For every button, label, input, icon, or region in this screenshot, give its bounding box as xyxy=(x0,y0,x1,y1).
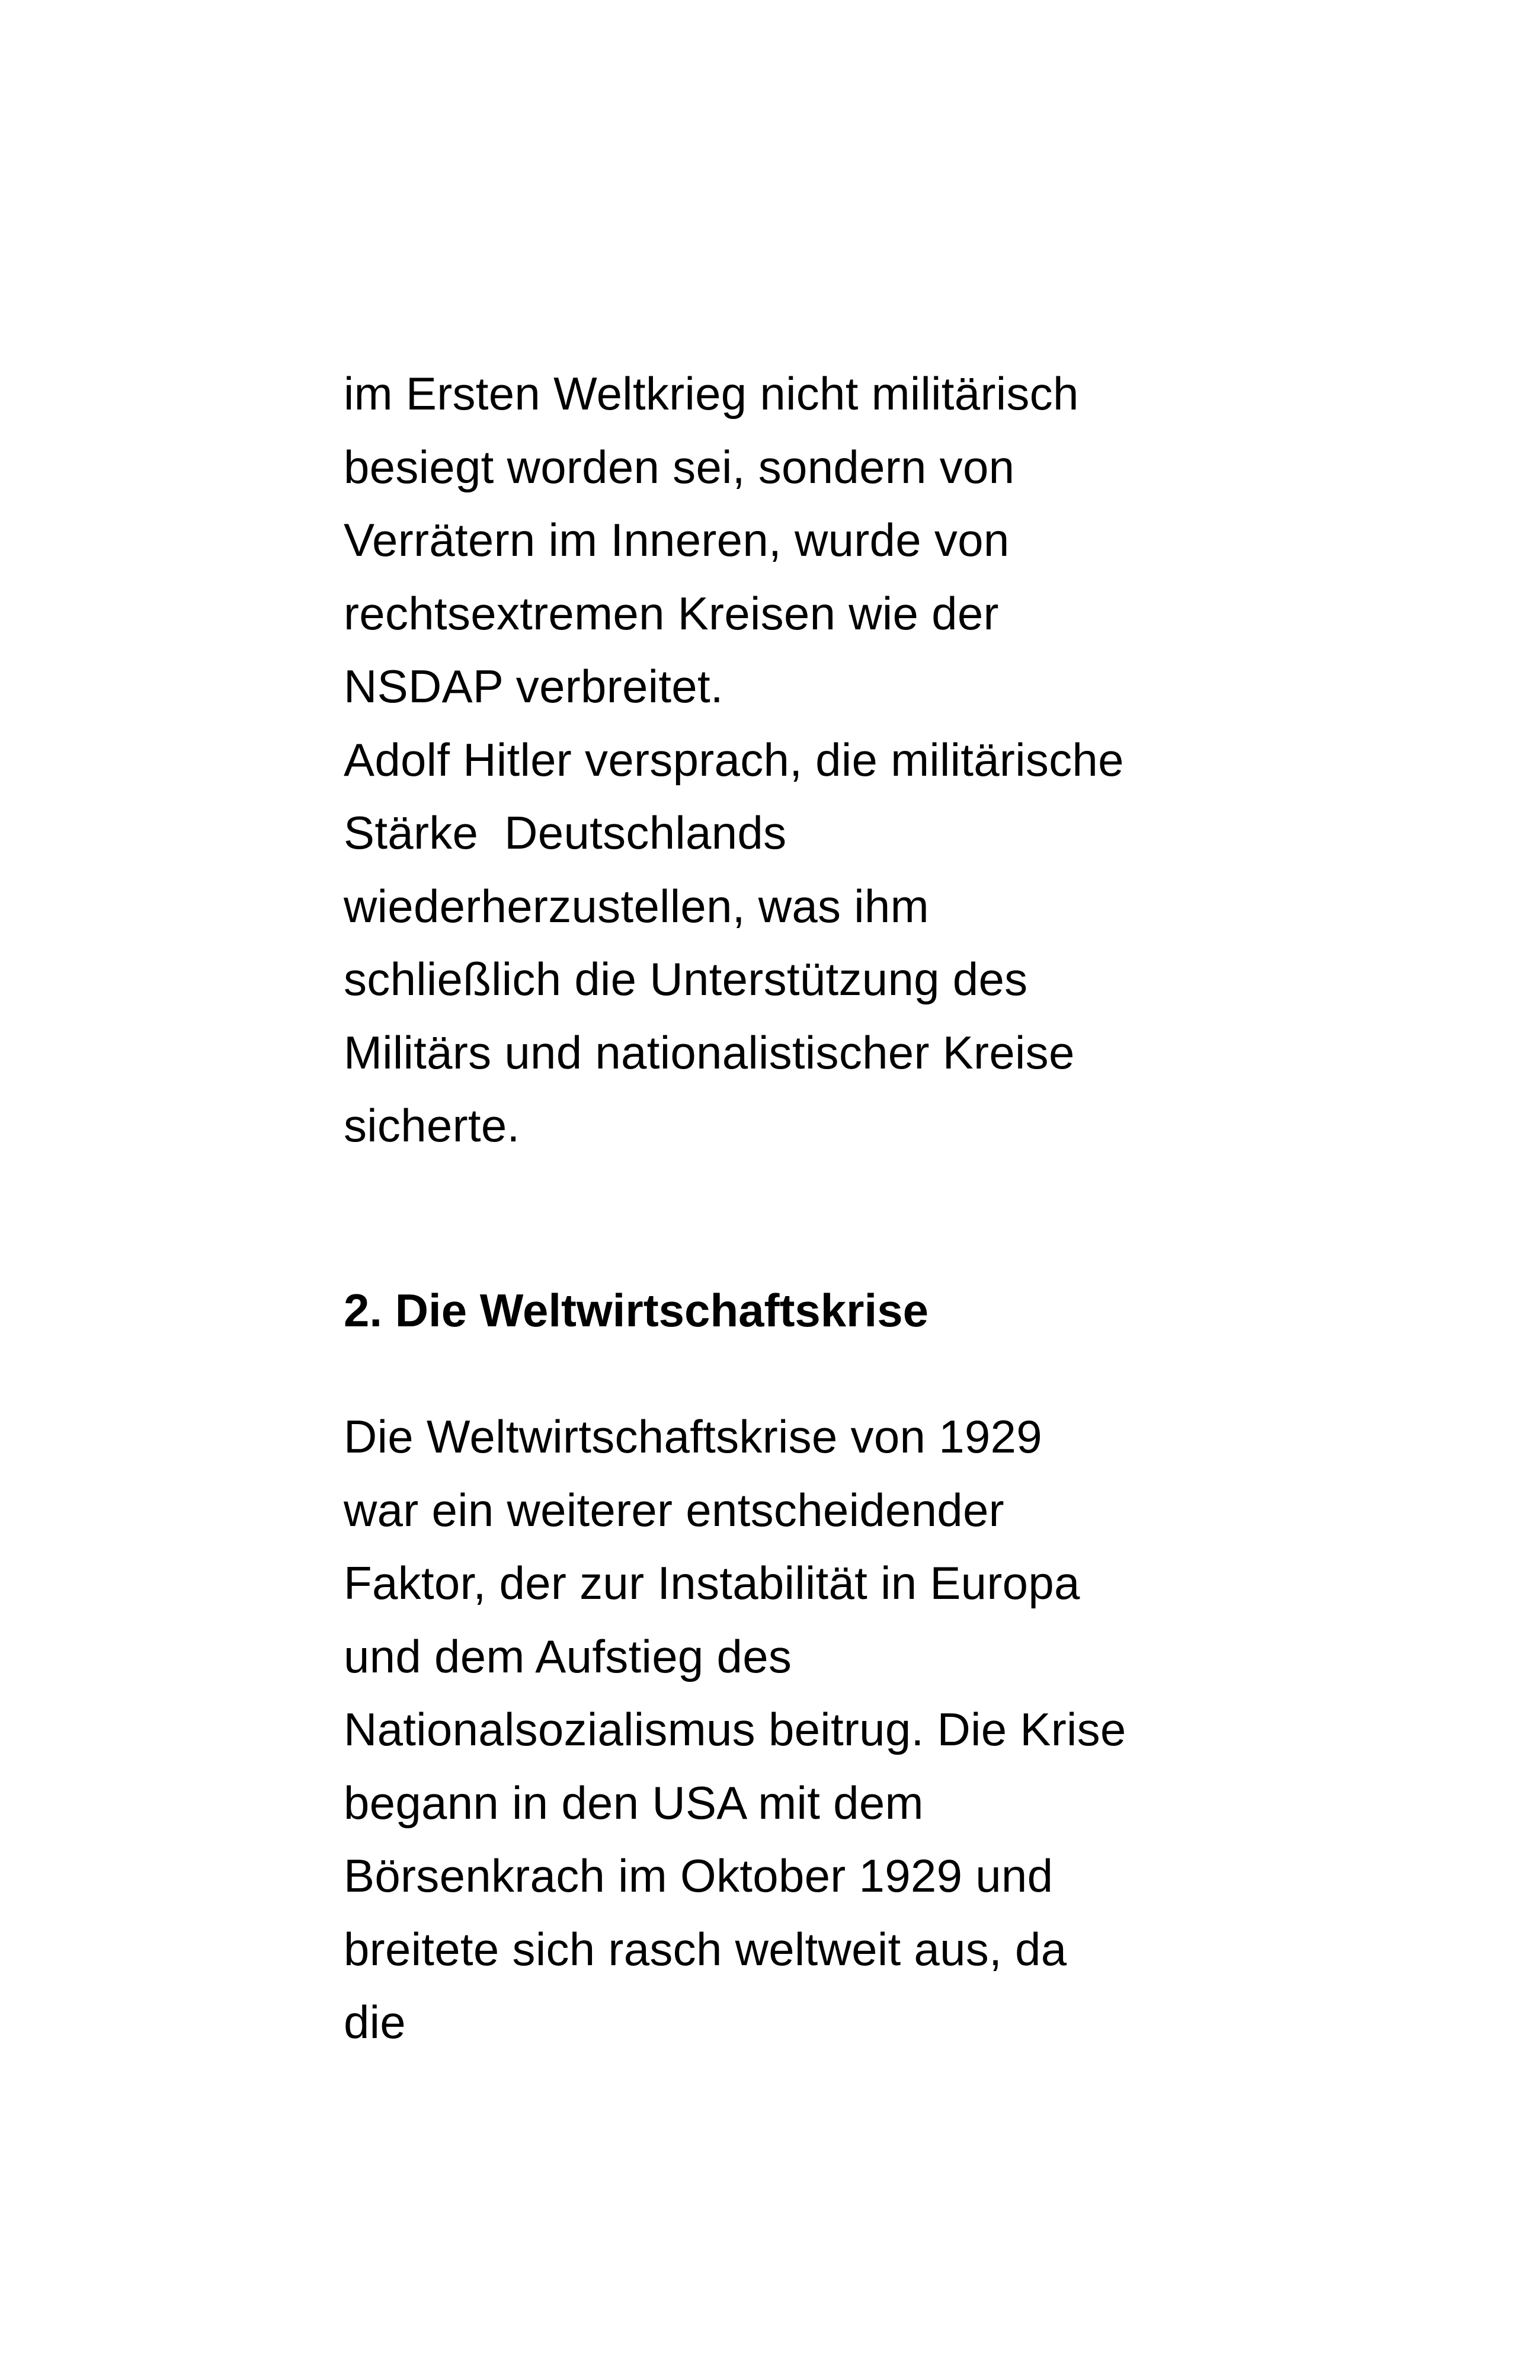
text-line: und dem Aufstieg des xyxy=(344,1630,792,1682)
text-line: begann in den USA mit dem xyxy=(344,1776,924,1829)
text-line: schließlich die Unterstützung des xyxy=(344,953,1028,1005)
text-line: Adolf Hitler versprach, die militärische xyxy=(344,733,1124,786)
text-line: im Ersten Weltkrieg nicht militärisch xyxy=(344,367,1079,420)
text-line: wiederherzustellen, was ihm xyxy=(344,879,929,932)
text-line: die xyxy=(344,1996,406,2048)
text-line: Faktor, der zur Instabilität in Europa xyxy=(344,1557,1080,1609)
text-line: Nationalsozialismus beitrug. Die Krise xyxy=(344,1703,1126,1755)
section-heading: 2. Die Weltwirtschaftskrise xyxy=(344,1284,929,1336)
text-line: Militärs und nationalistischer Kreise xyxy=(344,1026,1075,1079)
paragraph-hitler-military xyxy=(344,357,1232,1163)
text-line: rechtsextremen Kreisen wie der xyxy=(344,587,999,639)
text-line: Die Weltwirtschaftskrise von 1929 xyxy=(344,1410,1042,1463)
text-line: Verrätern im Inneren, wurde von xyxy=(344,514,1010,566)
text-line: war ein weiterer entscheidender xyxy=(344,1483,1004,1536)
text-line: sicherte. xyxy=(344,1099,520,1151)
paragraph-world-economic-crisis xyxy=(344,1400,1232,2059)
text-line: breitete sich rasch weltweit aus, da xyxy=(344,1922,1067,1975)
text-line: Stärke Deutschlands xyxy=(344,807,787,859)
text-line: NSDAP verbreitet. xyxy=(344,660,723,712)
text-line: Börsenkrach im Oktober 1929 und xyxy=(344,1850,1054,1902)
text-line: besiegt worden sei, sondern von xyxy=(344,440,1015,493)
